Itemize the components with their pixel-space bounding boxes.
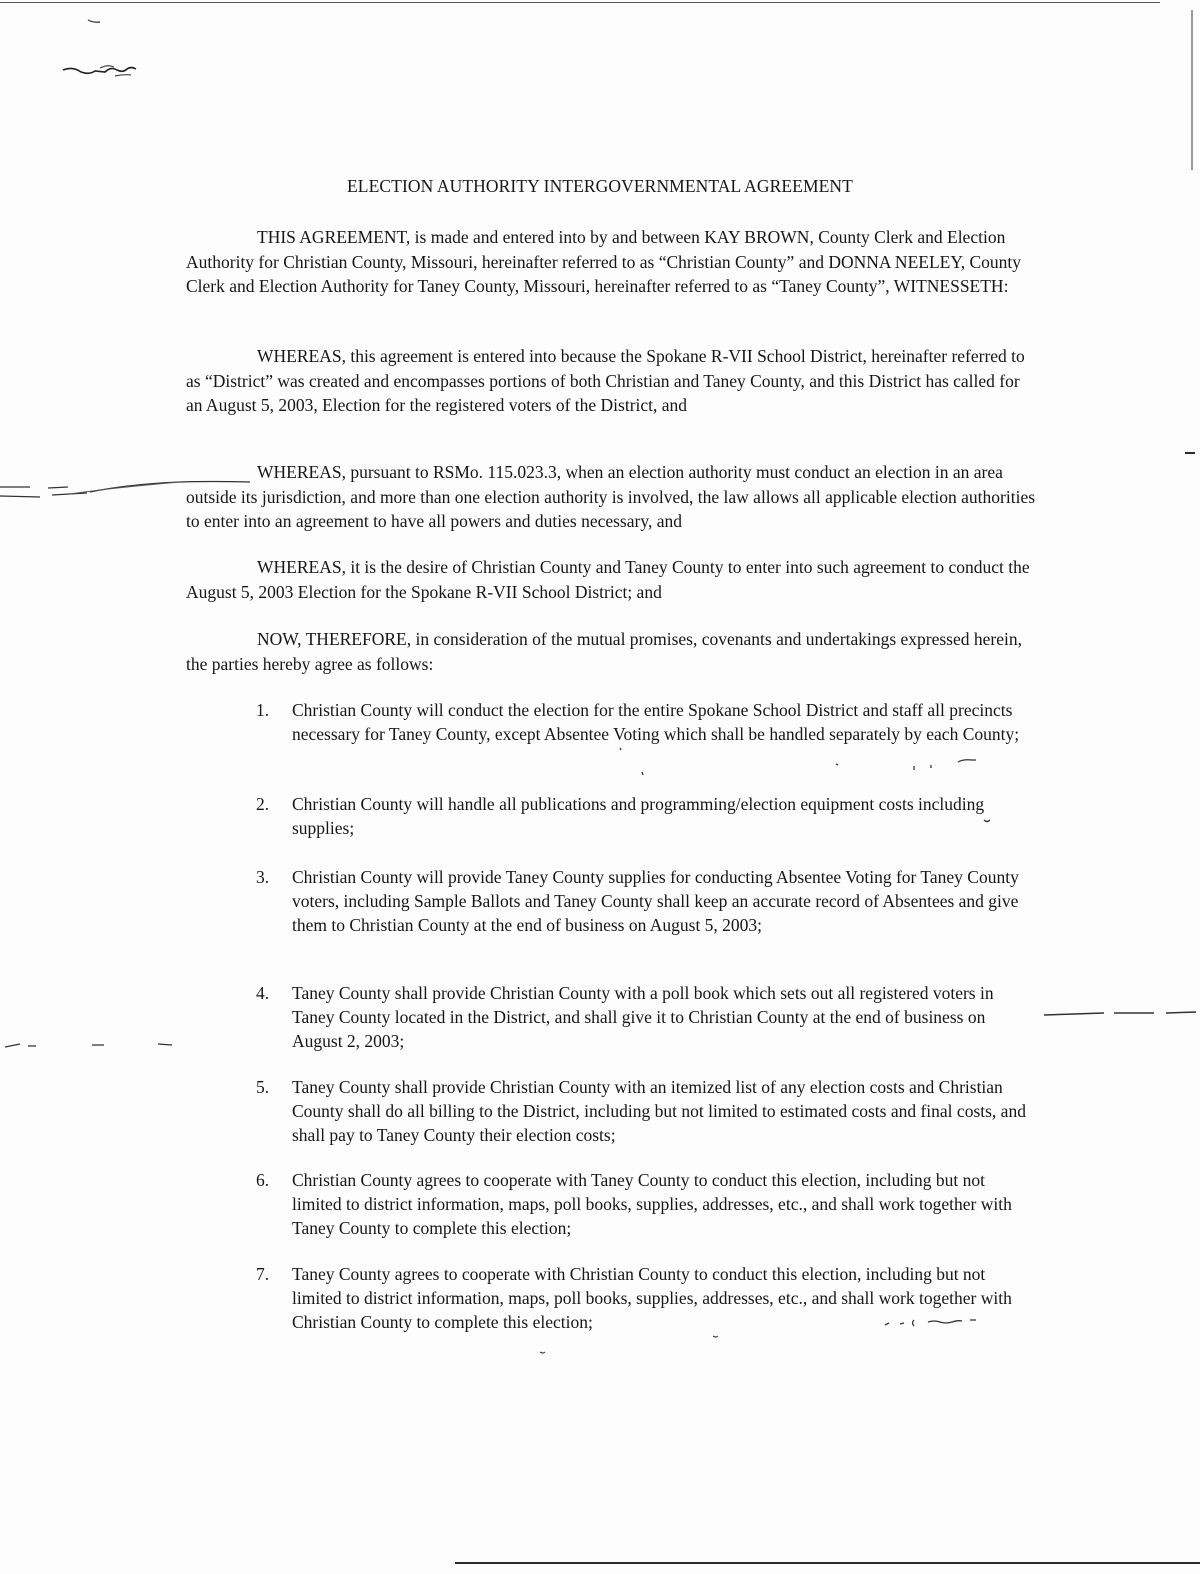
whereas-desire-paragraph: WHEREAS, it is the desire of Christian County and Taney County to enter into such agreement to conduct the August 5, 2003 Election for the Spokane R-VII School District; and <box>186 557 1030 602</box>
document-title: ELECTION AUTHORITY INTERGOVERNMENTAL AGREEMENT <box>347 176 853 196</box>
item-number: 2. <box>256 794 270 814</box>
whereas-district-paragraph: WHEREAS, this agreement is entered into because the Spokane R-VII School District, hereinafter referred to as “District” was created and encompasses portions of both Christian and Taney County, and this District has called for an August 5, 2003, Election for the registered voters of the District, and <box>186 346 1025 415</box>
item-text: Christian County agrees to cooperate with Taney County to conduct this election, including but not limited to district information, maps, poll books, supplies, addresses, etc., and shall work together with Taney County to complete this election; <box>292 1170 1012 1238</box>
scan-bottom-edge-line <box>455 1562 1200 1564</box>
scan-artifact-right-dashes <box>1040 1005 1200 1025</box>
item-number: 1. <box>256 700 270 720</box>
item-number: 4. <box>256 983 270 1003</box>
whereas-rsmo-paragraph: WHEREAS, pursuant to RSMo. 115.023.3, when an election authority must conduct an election in an area outside its jurisdiction, and more than one election authority is involved, the law allows all applicable election authorities to enter into an agreement to have all powers and duties necessary, and <box>186 462 1036 531</box>
item-text: Taney County shall provide Christian County with an itemized list of any election costs and Christian County shall do all billing to the District, including but not limited to estimated costs and final costs, and shall pay to Taney County their election costs; <box>292 1077 1026 1145</box>
scan-top-edge-line <box>0 2 1160 3</box>
item-number: 3. <box>256 867 270 887</box>
item-number: 6. <box>256 1170 270 1190</box>
scan-artifact-top-left <box>55 10 165 90</box>
item-text: Taney County agrees to cooperate with Christian County to conduct this election, including but not limited to district information, maps, poll books, supplies, addresses, etc., and shall work together with Christian County to complete this election; <box>292 1264 1012 1332</box>
item-text: Christian County will handle all publications and programming/election equipment costs including supplies; <box>292 794 985 838</box>
agreement-intro-paragraph: THIS AGREEMENT, is made and entered into by and between KAY BROWN, County Clerk and Election Authority for Christian County, Missouri, hereinafter referred to as “Christian County” and DONNA NEELEY, County Clerk and Election Authority for Taney County, Missouri, hereinafter referred to as “Taney County”, WITNESSETH: <box>186 227 1021 296</box>
item-number: 7. <box>256 1264 270 1284</box>
now-therefore-paragraph: NOW, THEREFORE, in consideration of the mutual promises, covenants and undertakings expressed herein, the parties hereby agree as follows: <box>186 629 1022 674</box>
item-text: Christian County will provide Taney County supplies for conducting Absentee Voting for Taney County voters, including Sample Ballots and Taney County shall keep an accurate record of Absentees and give them to Christian County at the end of business on August 5, 2003; <box>292 867 1019 935</box>
item-text: Christian County will conduct the election for the entire Spokane School District and staff all precincts necessary for Taney County, except Absentee Voting which shall be handled separately by each County; <box>292 700 1020 744</box>
item-number: 5. <box>256 1077 270 1097</box>
scan-right-edge-mark <box>1191 10 1193 170</box>
scan-artifact-right-tick <box>1185 452 1195 454</box>
scan-artifact-left-dashes <box>0 1035 190 1055</box>
scan-artifact-item1-marks <box>480 742 1000 780</box>
item-text: Taney County shall provide Christian County with a poll book which sets out all registered voters in Taney County located in the District, and shall give it to Christian County at the end of business on August 2, 2003; <box>292 983 994 1051</box>
